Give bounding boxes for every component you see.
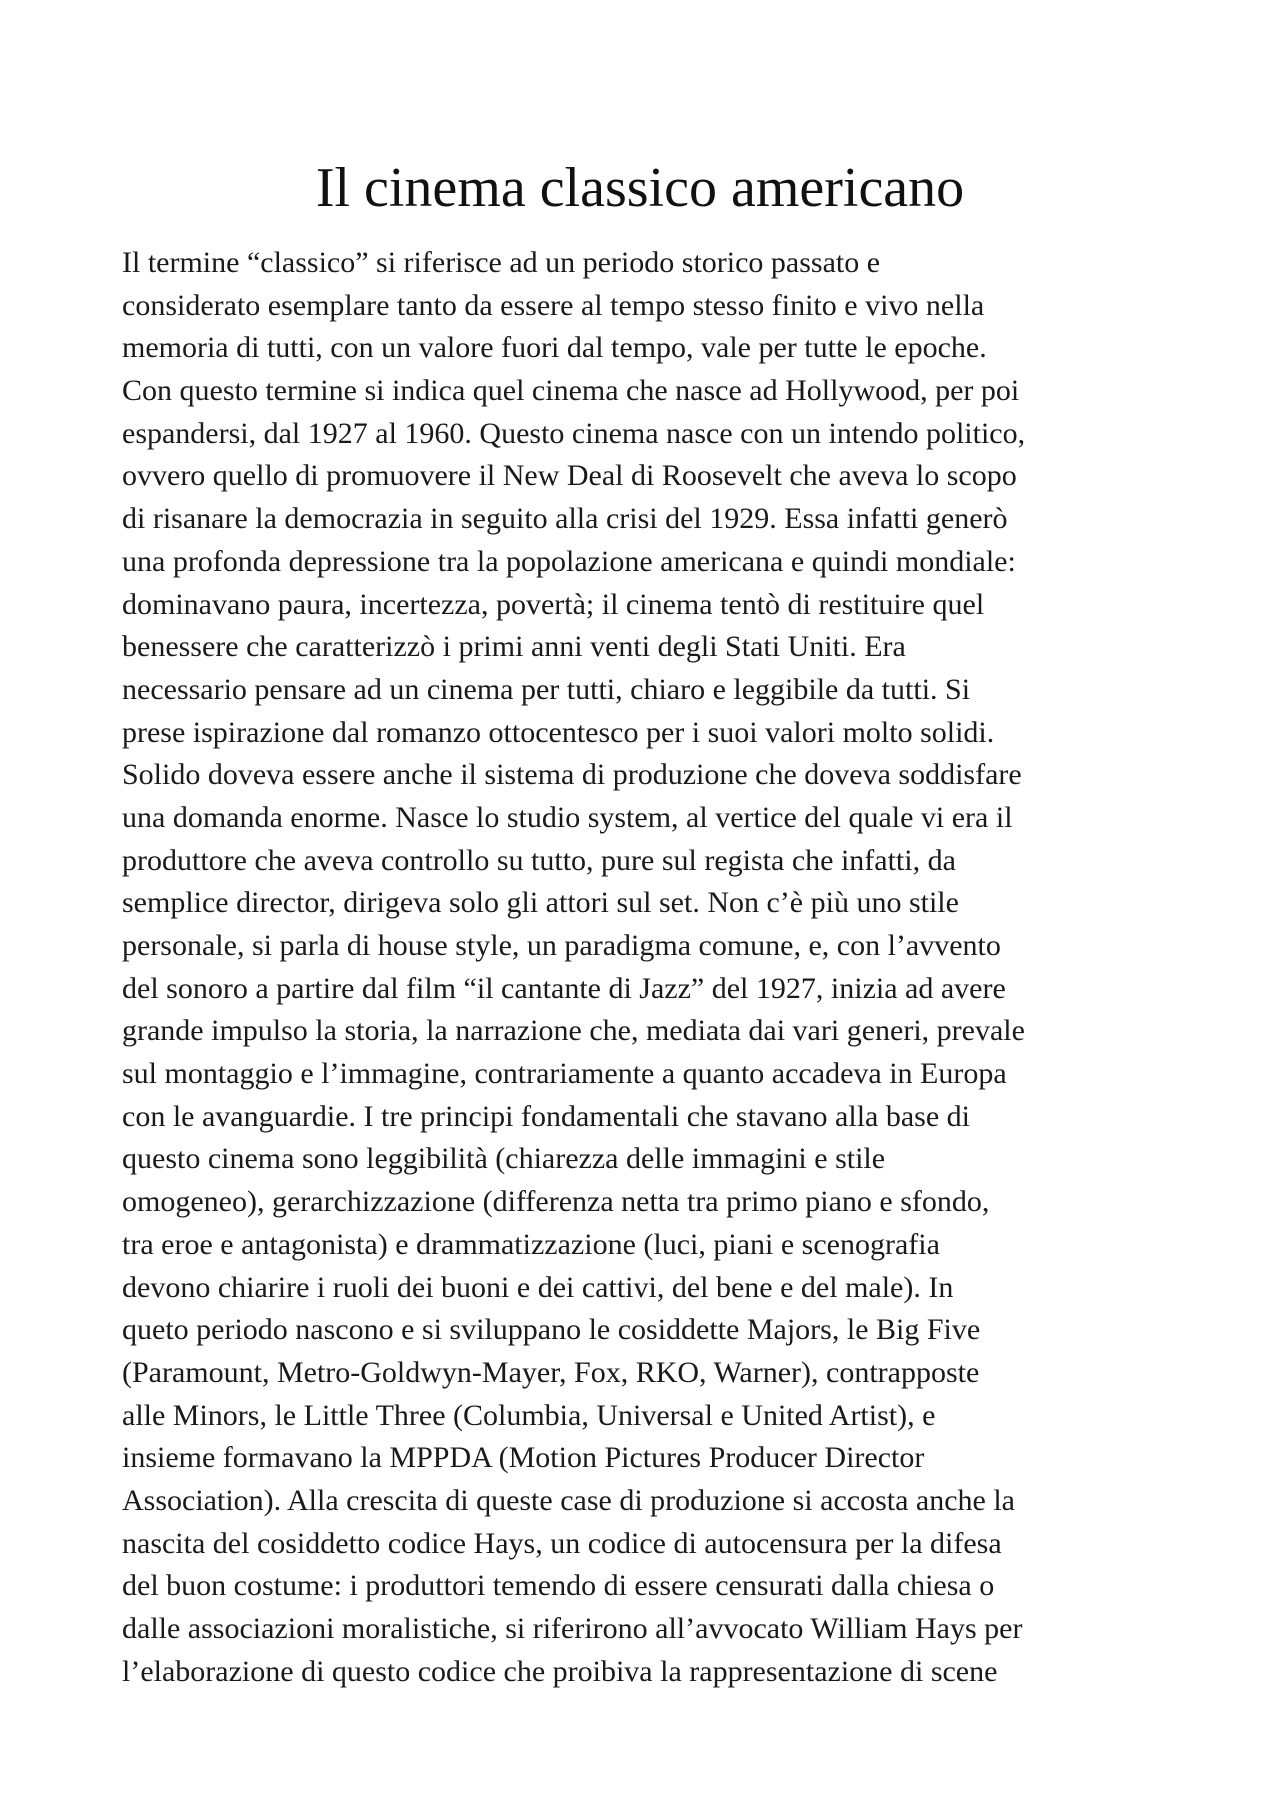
body-line: espandersi, dal 1927 al 1960. Questo cinema nasce con un intendo politico, [122, 416, 1026, 450]
body-line: nascita del cosiddetto codice Hays, un codice di autocensura per la difesa [122, 1526, 1002, 1560]
body-line: Solido doveva essere anche il sistema di produzione che doveva soddisfare [122, 758, 1022, 792]
body-line: sul montaggio e l’immagine, contrariamente a quanto accadeva in Europa [122, 1057, 1007, 1091]
body-line: omogeneo), gerarchizzazione (differenza netta tra primo piano e sfondo, [122, 1185, 990, 1219]
document-title: Il cinema classico americano [315, 157, 965, 219]
body-line: l’elaborazione di questo codice che proibiva la rappresentazione di scene [122, 1654, 998, 1688]
body-line: dominavano paura, incertezza, povertà; il cinema tentò di restituire quel [122, 587, 985, 621]
body-line: alle Minors, le Little Three (Columbia, Universal e United Artist), e [122, 1398, 936, 1432]
body-line: del buon costume: i produttori temendo di essere censurati dalla chiesa o [122, 1569, 995, 1603]
body-line: personale, si parla di house style, un paradigma comune, e, con l’avvento [122, 929, 1001, 962]
body-line: di risanare la democrazia in seguito alla crisi del 1929. Essa infatti generò [122, 502, 1008, 536]
body-line: memoria di tutti, con un valore fuori dal tempo, vale per tutte le epoche. [122, 331, 987, 365]
body-line: Con questo termine si indica quel cinema che nasce ad Hollywood, per poi [122, 374, 1020, 408]
body-line: del sonoro a partire dal film “il cantante di Jazz” del 1927, inizia ad avere [122, 971, 1006, 1005]
body-line: una domanda enorme. Nasce lo studio system, al vertice del quale vi era il [122, 800, 1013, 834]
body-line: dalle associazioni moralistiche, si riferirono all’avvocato William Hays per [122, 1612, 1023, 1645]
body-line: semplice director, dirigeva solo gli attori sul set. Non c’è più uno stile [122, 886, 959, 920]
body-line: insieme formavano la MPPDA (Motion Pictures Producer Director [122, 1441, 925, 1475]
body-line: una profonda depressione tra la popolazione americana e quindi mondiale: [122, 544, 1016, 578]
body-line: Il termine “classico” si riferisce ad un periodo storico passato e [122, 246, 881, 279]
document-body [122, 242, 1202, 1693]
body-line: necessario pensare ad un cinema per tutti, chiaro e leggibile da tutti. Si [122, 672, 971, 706]
body-line: considerato esemplare tanto da essere al tempo stesso finito e vivo nella [122, 288, 985, 322]
body-line: prese ispirazione dal romanzo ottocentesco per i suoi valori molto solidi. [122, 715, 995, 749]
body-line: Association). Alla crescita di queste case di produzione si accosta anche la [122, 1483, 1015, 1517]
body-line: devono chiarire i ruoli dei buoni e dei cattivi, del bene e del male). In [122, 1270, 954, 1304]
body-line: con le avanguardie. I tre principi fondamentali che stavano alla base di [122, 1099, 970, 1133]
body-line: tra eroe e antagonista) e drammatizzazione (luci, piani e scenografia [122, 1227, 940, 1261]
body-line: grande impulso la storia, la narrazione che, mediata dai vari generi, prevale [122, 1014, 1025, 1048]
body-line: ovvero quello di promuovere il New Deal di Roosevelt che aveva lo scopo [122, 459, 1017, 493]
body-line: benessere che caratterizzò i primi anni venti degli Stati Uniti. Era [122, 630, 906, 664]
body-line: questo cinema sono leggibilità (chiarezza delle immagini e stile [122, 1142, 886, 1176]
body-line: produttore che aveva controllo su tutto, pure sul regista che infatti, da [122, 843, 956, 877]
body-line: queto periodo nascono e si sviluppano le cosiddette Majors, le Big Five [122, 1313, 981, 1347]
body-line: (Paramount, Metro-Goldwyn-Mayer, Fox, RKO, Warner), contrapposte [122, 1355, 980, 1389]
